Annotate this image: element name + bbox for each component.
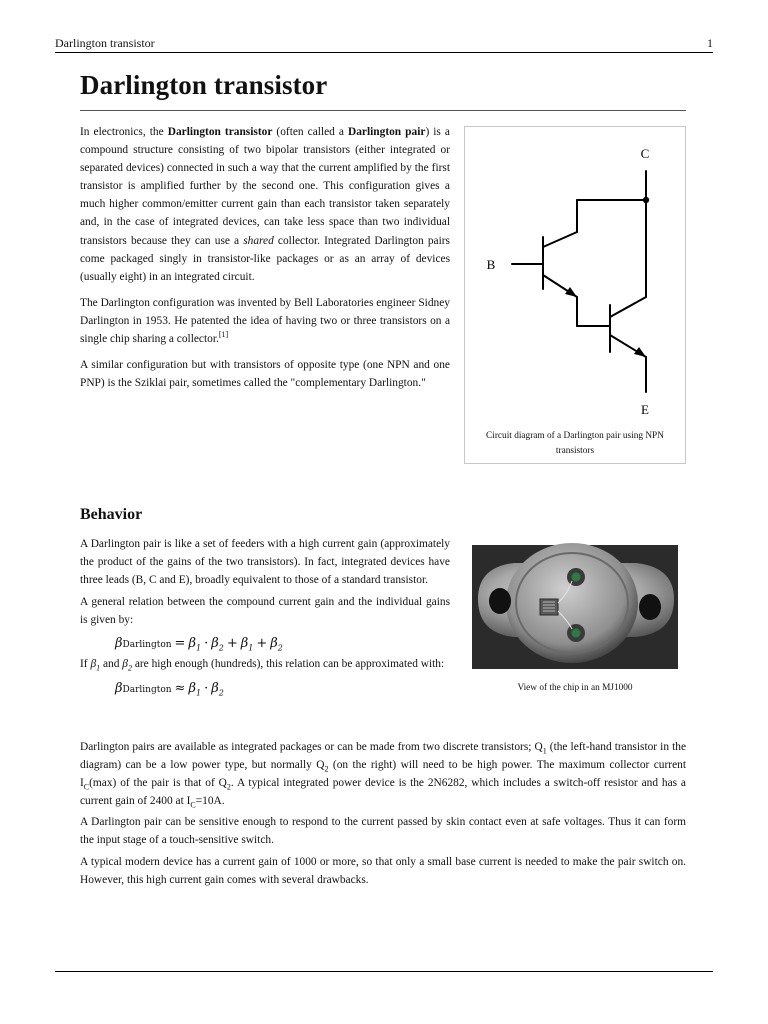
reference-link[interactable]: [1] [218,330,229,340]
article-title: Darlington transistor [80,70,328,100]
page-number: 1 [707,36,713,50]
intro-paragraph-1: In electronics, the Darlington transistor (often called a Darlington pair) is a compound structure consisting of two bipolar transistors (either integrated or separated devices) connected in such a way that the current amplified by the first transistor is amplified further by the second one. This configuration gives a much higher common/emitter current gain than each transistor taken separately and, in the case of integrated devices, can take less space than two individual transistors because they can use a shared collector. Integrated Darlington pairs come packaged singly in transistor-like packages or as an array of devices (usually eight) in an integrated circuit. [80,126,450,283]
behavior-paragraph-2: A general relation between the compound current gain and the individual gains is given by: [80,596,450,627]
label-emitter: E [641,402,649,417]
full-paragraph-3: A typical modern device has a current gain of 1000 or more, so that only a small base current is needed to make the pair switch on. However, this high current gain comes with several drawbacks. [80,855,686,886]
photo-caption: View of the chip in an MJ1000 [517,683,633,693]
full-width-section [80,738,686,892]
behavior-paragraph-1: A Darlington pair is like a set of feeders with a high current gain (approximately the product of the gains of the two transistors). In fact, integrated devices have three leads (B, C and E), broadly equivalent to those of a standard transistor. [80,538,450,587]
section-heading-behavior: Behavior [80,506,143,523]
formula-approx-gain: βDarlington ≈ $\beta_1 \cdot \beta_2$ [115,680,224,698]
circuit-figure [464,126,686,464]
behavior-paragraph-3: If $\beta_1$ and $\beta_2$ are high enough (hundreds), this relation can be approximated with: [80,658,445,673]
running-title: Darlington transistor [55,36,155,50]
chip-photo-figure [464,537,686,702]
label-base: B [486,257,496,272]
full-paragraph-1: Darlington pairs are available as integrated packages or can be made from two discrete transistors; $Q_1$ (the left-hand transistor in the diagram) can be a low power type, but normally $Q_2$ (on the right) will need to be high power. The maximum collector current $I_C(\max)$ of the pair is that of $Q_2$. A typical integrated power device is the 2N6282, which includes a switch-off resistor and has a current gain of 2400 at $I_C=10A$. [80,741,686,810]
full-paragraph-2: A Darlington pair can be sensitive enough to respond to the current passed by skin contact even at safe voltages. Thus it can form the input stage of a touch-sensitive switch. [80,816,686,847]
footer-rule [55,971,713,972]
intro-paragraph-3: A similar configuration but with transistors of opposite type (one NPN and one PNP) is the Sziklai pair, sometimes called the "complementary Darlington." [80,359,450,390]
term-darlington-transistor: Darlington transistor [167,126,273,138]
figure-caption: Circuit diagram of a Darlington pair using NPN transistors [486,431,664,456]
emitter-arrow-q1 [565,287,577,297]
junction-dot [643,197,649,203]
header-rule [55,52,713,53]
intro-section [80,123,450,400]
darlington-circuit-diagram [465,127,687,465]
formula-compound-gain: βDarlington = $\beta_1 \cdot \beta_2 + \beta_1 + \beta_2$ [115,636,283,654]
title-rule [80,110,686,111]
emitter-arrow-q2 [634,347,646,357]
mj1000-chip-photo [464,537,686,677]
behavior-section [80,535,450,700]
label-collector: C [640,146,650,161]
term-darlington-pair: Darlington pair [347,126,426,138]
intro-paragraph-2: The Darlington configuration was invented by Bell Laboratories engineer Sidney Darlington in 1953. He patented the idea of having two or three transistors on a single chip sharing a collector.[1] [80,296,450,346]
emphasis-shared: shared [243,234,274,247]
